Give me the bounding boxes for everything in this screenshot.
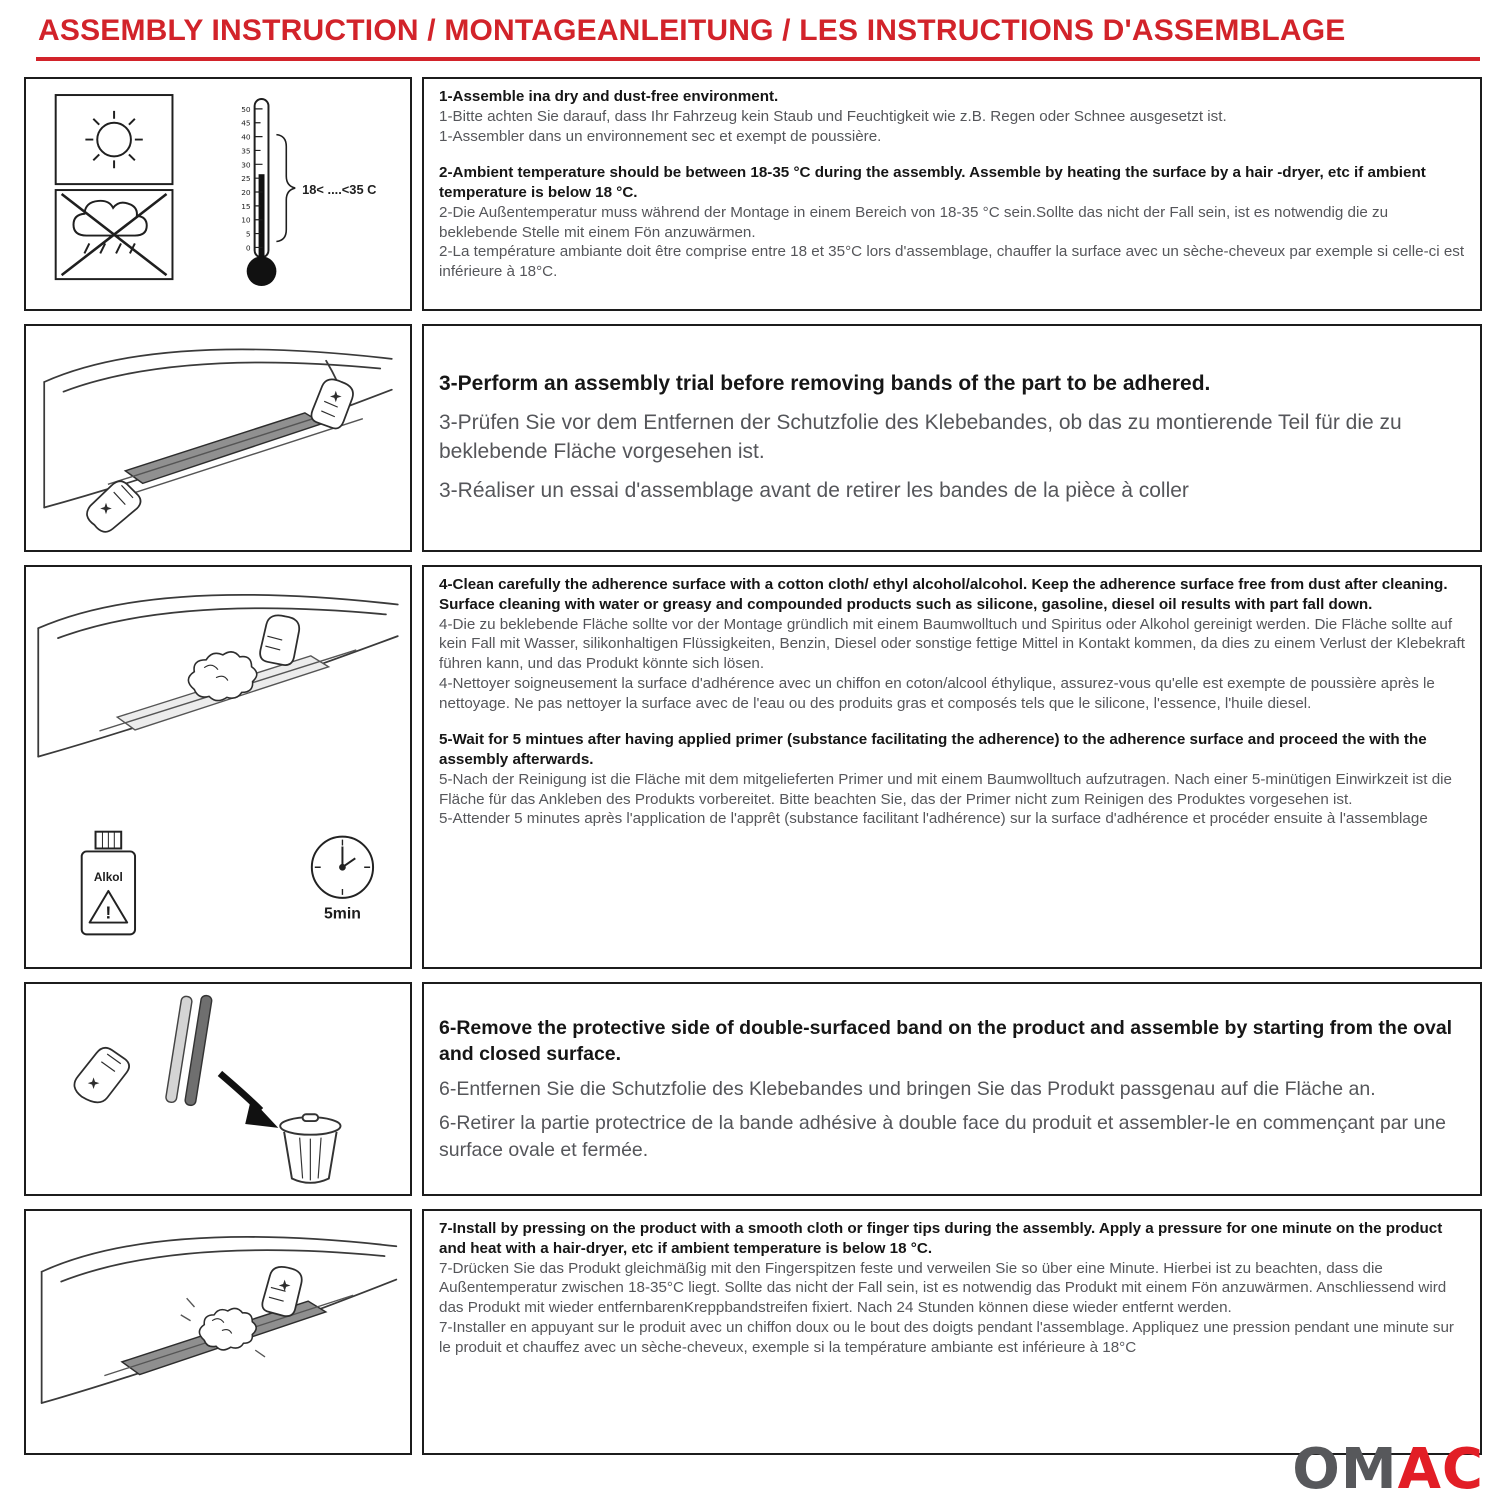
- instruction-en: 2-Ambient temperature should be between 18-35 °C during the assembly. Assemble by heating the surface by a hair -dryer, etc if ambient temperature is below 18 °C.: [439, 164, 1426, 201]
- omac-logo: [1292, 1437, 1484, 1500]
- left-hand-icon: [87, 481, 141, 532]
- bottle-label: Alkol: [93, 870, 123, 885]
- right-hand-icon: [311, 379, 353, 428]
- thermo-tick-label: 15: [241, 201, 251, 211]
- instruction-de: 7-Drücken Sie das Produkt gleichmäßig mit den Fingerspitzen feste und verweilen Sie so über eine Minute. Hierbei ist zu beachten, dass die Außentemperatur zwischen 18-35°C liegt. Sollte das nicht der Fall sein, ist es notwendig das Produkt mit einem Fön anzuwärmen. Anschliessend wird das Produkt mit wieder entfernbarenKreppbandstreifen fixiert. Nach 24 Stunden können diese wieder entfernt werden.: [439, 1259, 1447, 1316]
- instruction-en: 6-Remove the protective side of double-surfaced band on the product and assemble by starting from the oval and closed surface.: [439, 1016, 1453, 1066]
- press-install-illustration: [26, 1211, 410, 1453]
- instruction-en: 5-Wait for 5 mintues after having applied primer (substance facilitating the adherence) to the adherence surface and proceed the with the assembly afterwards.: [439, 731, 1427, 768]
- page-title: ASSEMBLY INSTRUCTION / MONTAGEANLEITUNG / LES INSTRUCTIONS D'ASSEMBLAGE: [38, 14, 1346, 47]
- instruction-en: 4-Clean carefully the adherence surface with a cotton cloth/ ethyl alcohol/alcohol. Keep the adherence surface free from dust after cleaning. Surface cleaning with water or greasy and compounded products such as silicone, gasoline, diesel oil results with part fall down.: [439, 576, 1448, 613]
- step-row-5: [24, 1209, 1482, 1455]
- instruction-fr: 6-Retirer la partie protectrice de la bande adhésive à double face du produit et assembler-le en commençant par une surface ovale et fermée.: [439, 1112, 1447, 1161]
- figure-box-press: [24, 1209, 412, 1455]
- alcohol-bottle-icon: [82, 832, 135, 935]
- instructions-step-7: [422, 1209, 1482, 1455]
- instruction-fr: 1-Assembler dans un environnement sec et exempt de poussière.: [439, 127, 882, 145]
- instruction-de: 3-Prüfen Sie vor dem Entfernen der Schutzfolie des Klebebandes, ob das zu montierende Teil für die zu beklebende Fläche vorgesehen ist.: [439, 411, 1402, 463]
- instructions-step-3: [422, 324, 1482, 552]
- instruction-fr: 4-Nettoyer soigneusement la surface d'adhérence avec un chiffon en coton/alcool éthylique, assurez-vous qu'elle est exempte de poussière après le nettoyage. Ne pas nettoyer la surface avec de l'eau ou des produits gras et composés tels que le silicone, l'essence, l'huile diesel.: [439, 674, 1435, 712]
- pressing-cloth-icon: [199, 1308, 256, 1349]
- sun-box: [56, 95, 173, 184]
- instructions-steps-1-2: [422, 77, 1482, 311]
- step-row-4: [24, 982, 1482, 1196]
- door-opening-sketch: [44, 349, 392, 507]
- instruction-de: 2-Die Außentemperatur muss während der Montage in einem Bereich von 18-35 °C sein.Sollte das nicht der Fall sein, ist es notwendig die zu beklebende Stelle mit einem Fön anzuwärmen.: [439, 203, 1389, 241]
- omac-logo-om: OM: [1292, 1437, 1398, 1500]
- instruction-de: 4-Die zu beklebende Fläche sollte vor der Montage gründlich mit einem Baumwolltuch und Spiritus oder Alkohol gereinigt werden. Die Fläche sollte auf kein Fall mit Wasser, silikonhaltigen Flüssigkeiten, Benzin, Diesel oder sonstige fettige Mittel in Kontakt kommen, da dies zu einem Verlust der Klebekraft führen kann, und das Produkt könnte sich lösen.: [439, 615, 1465, 672]
- instruction-de: 6-Entfernen Sie die Schutzfolie des Klebebandes und bringen Sie das Produkt passgenau auf die Fläche an.: [439, 1077, 1376, 1100]
- thermo-tick-label: 20: [241, 187, 251, 197]
- thermo-tick-label: 25: [241, 174, 251, 184]
- temp-range-label: 18< ....<35 C: [302, 182, 377, 197]
- thermo-tick-label: 40: [241, 132, 251, 142]
- clock-label: 5min: [324, 905, 361, 923]
- pressing-hand-icon: [262, 1267, 301, 1316]
- instruction-fr: 7-Installer en appuyant sur le produit avec un chiffon doux ou le bout des doigts pendant l'assemblage. Appliquez une pression pendant une minute sur le produit et chauffez avec un sèche-cheveux, exemple si la température ambiante est inférieure à 18°C: [439, 1318, 1454, 1356]
- wiping-hand-icon: [260, 615, 299, 665]
- step-row-3: [24, 565, 1482, 969]
- thermo-tick-label: 45: [241, 118, 251, 128]
- instruction-de: 1-Bitte achten Sie darauf, dass Ihr Fahrzeug kein Staub und Feuchtigkeit wie z.B. Regen oder Schnee ausgesetzt ist.: [439, 107, 1227, 125]
- omac-logo-ac: AC: [1397, 1437, 1484, 1500]
- figure-box-cleaning: [24, 565, 412, 969]
- temperature-environment-illustration: [26, 79, 410, 309]
- thermo-tick-label: 50: [241, 104, 251, 114]
- instruction-en: 7-Install by pressing on the product with a smooth cloth or finger tips during the assembly. Apply a pressure for one minute on the product and heat with a hair-dryer, etc if ambient temperature is below 18 °C.: [439, 1220, 1443, 1257]
- instruction-de: 5-Nach der Reinigung ist die Fläche mit dem mitgelieferten Primer und mit einem Baumwolltuch aufzutragen. Nach einer 5-minütigen Einwirkzeit ist die Fläche für das Ankleben des Produkts vorbereitet. Bitte beachten Sie, das der Primer nicht zum Reinigen des Produktes vorgesehen ist.: [439, 770, 1452, 808]
- warning-exclamation: !: [105, 902, 112, 923]
- figure-box-peel: [24, 982, 412, 1196]
- figure-box-temperature: [24, 77, 412, 311]
- thermo-tick-label: 10: [241, 215, 251, 225]
- cleaning-illustration: [26, 567, 410, 967]
- range-brace: [276, 135, 295, 242]
- instruction-fr: 3-Réaliser un essai d'assemblage avant de retirer les bandes de la pièce à coller: [439, 478, 1189, 502]
- peel-band-illustration: [26, 984, 410, 1194]
- instruction-en: 1-Assemble ina dry and dust-free environment.: [439, 88, 779, 105]
- title-underline: [36, 57, 1480, 61]
- clock-icon: [312, 837, 373, 898]
- instruction-fr: 5-Attender 5 minutes après l'application de l'apprêt (substance facilitant l'adhérence) sur la surface d'adhérence et procéder ensuite à l'assemblage: [439, 810, 1428, 828]
- arrow-icon: [220, 1073, 278, 1127]
- thermo-tick-label: 0: [245, 243, 251, 253]
- step-row-1: [24, 77, 1482, 311]
- instructions-step-6: [422, 982, 1482, 1196]
- thermo-tick-label: 5: [245, 229, 251, 239]
- figure-box-trial: [24, 324, 412, 552]
- instruction-fr: 2-La température ambiante doit être comprise entre 18 et 35°C lors d'assemblage, chauffer la surface avec un sèche-cheveux par exemple si celle-ci est inférieure à 18°C.: [439, 243, 1465, 280]
- door-sill-strip: [125, 413, 322, 483]
- trash-can-icon: [280, 1114, 340, 1183]
- assembly-trial-illustration: [26, 326, 410, 550]
- instructions-steps-4-5: [422, 565, 1482, 969]
- sun-icon: [85, 111, 142, 168]
- no-rain-icon: [62, 194, 167, 275]
- peeling-hand-icon: [74, 1048, 129, 1103]
- instruction-en: 3-Perform an assembly trial before removing bands of the part to be adhered.: [439, 372, 1211, 396]
- adhesive-strips-icon: [165, 992, 212, 1106]
- step-row-2: [24, 324, 1482, 552]
- thermo-tick-label: 30: [241, 160, 251, 170]
- thermo-tick-label: 35: [241, 146, 251, 156]
- thermometer-icon: [241, 99, 276, 286]
